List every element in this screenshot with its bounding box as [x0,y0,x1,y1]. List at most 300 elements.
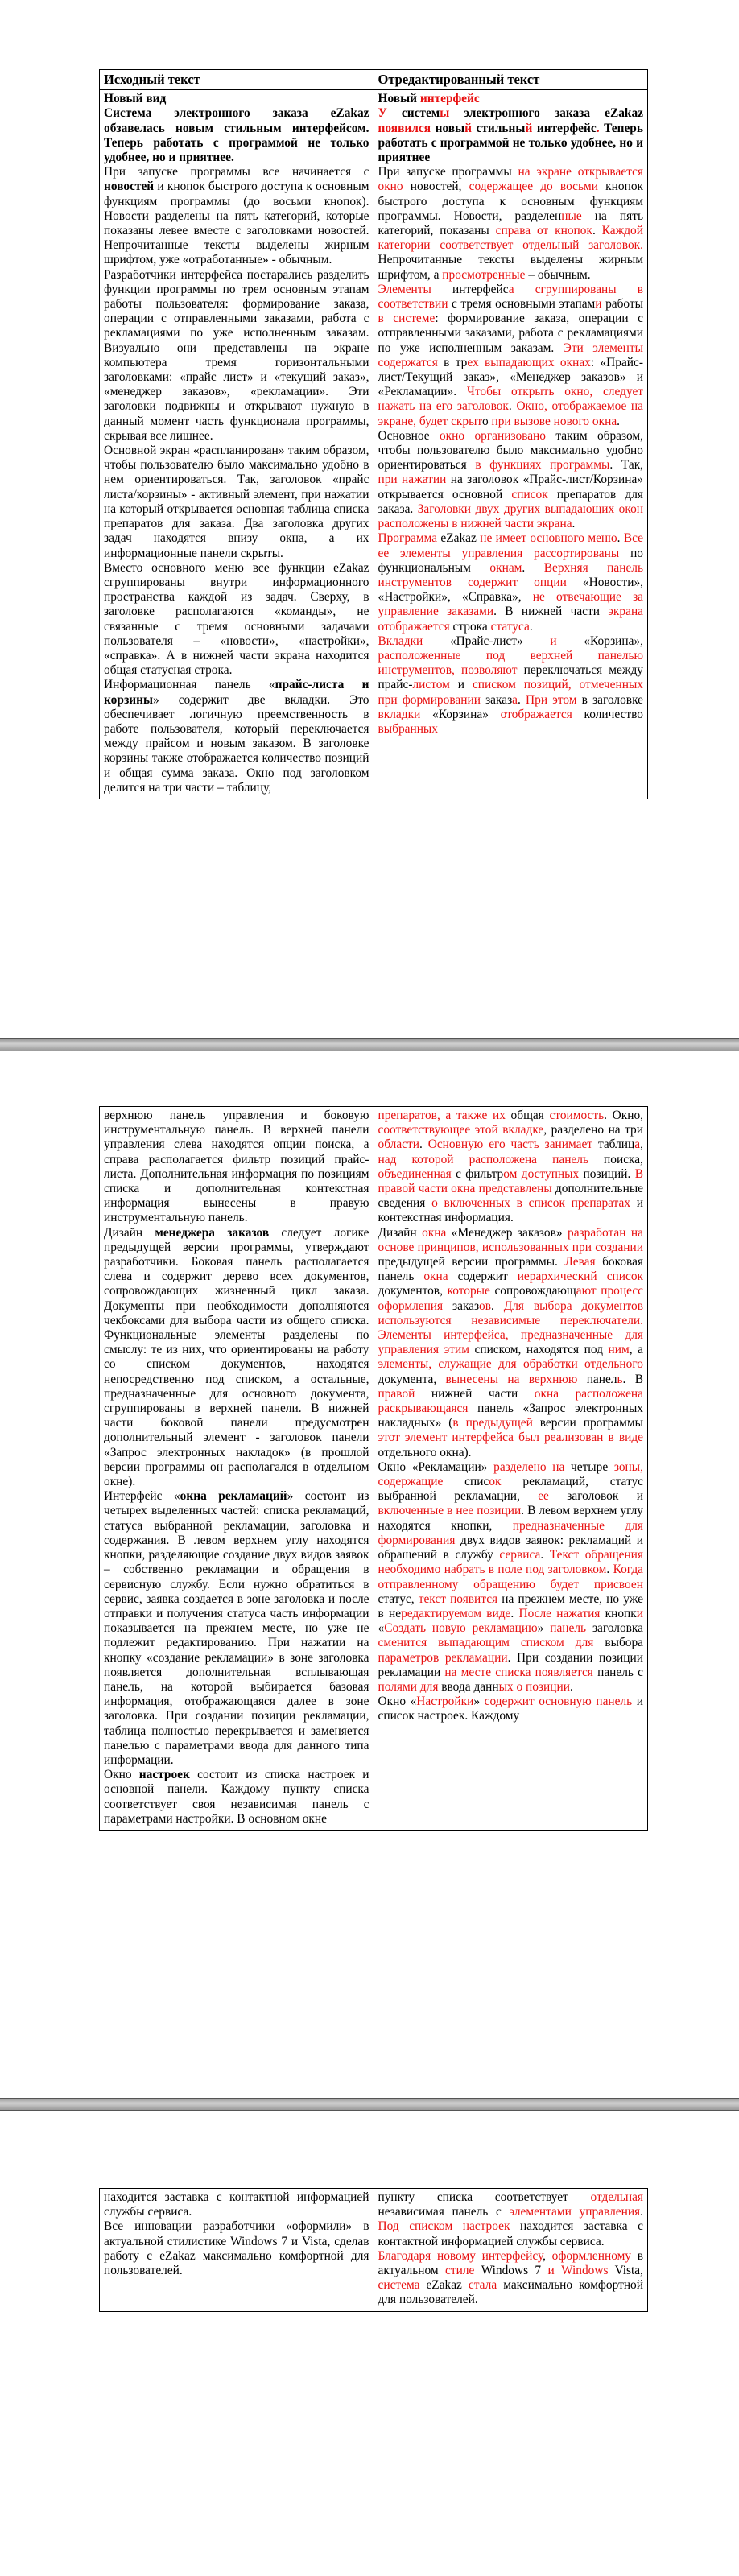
edited-fragment: сгруппированы в соответствии [378,282,643,312]
edited-fragment: и [547,2264,555,2278]
text-fragment: в актуальном [378,2248,643,2278]
text-fragment: и список настроек. Каждому [378,1695,643,1724]
text-fragment: . [510,1606,519,1620]
edited-fragment: окна [422,1225,447,1240]
edited-fragment: разделено на [493,1459,565,1474]
edited-fragment: предназначенные для формирования [378,1518,643,1547]
edited-fragment: панель [550,1621,587,1636]
text-fragment: Новый [378,92,420,106]
edited-fragment: й [464,121,472,135]
text-fragment: : «Прайс-лист/Текущий заказ», «Менеджер заказов» и «Рекламации». [378,355,643,399]
text-fragment: «Прайс-лист» [423,634,551,648]
edited-fragment: интерфейс [419,92,480,106]
text-fragment: . [617,414,621,428]
edited-fragment: в системе [378,312,436,326]
text-fragment: следует логике предыдущей версии программы, утверждают разработчики. Боковая панель располагается слева и содержит дерево всех документов, сопровождающих жизненный цикл заказа. Документы при необходимости дополняются чекбоксами для выбора части из общего списка. Функциональные элементы разделены по смыслу: те из них, что ориентированы на работу со списком документов, находятся непосредственно под списком, а остальные, предназначенные для основного документа, сгруппированы в верхней панели. В нижней части боковой панели предусмотрен дополнительный элемент - заголовок панели «Запрос электронных накладок» (в прошлой версии программы он располагался в отдельном окне). [104,1225,370,1489]
text-fragment: . [490,1298,504,1313]
edited-fragment: до восьми [540,180,598,194]
edited-fragment: о включенных в список препаратах [431,1196,631,1211]
edited-fragment: при вызове нового окна [491,414,617,428]
text-fragment: Вместо основного меню все функции eZakaz сгруппированы внутри информационного пространства каждой из задач. Сверху, в заголовке располагаются «команды», не связанные с тремя основными задачами пользователя – «новости», «настройки», «справка». А в нижней части экрана находится общая статусная строка. [104,560,370,678]
edited-fragment: окна расположена раскрывающаяся [378,1386,643,1416]
text-fragment: находится заставка с контактной информацией службы сервиса. [378,2219,643,2248]
text-fragment [476,2249,482,2263]
edited-fragment: не отвечающие за управление заказами [378,590,643,619]
paragraph [378,106,644,165]
edited-fragment: отправленному обращению будет присвоен [378,1577,643,1591]
text-fragment: независимая панель с [378,2205,510,2219]
edited-fragment: список [606,1269,643,1284]
text-fragment: При запуске программы [378,165,518,180]
text-fragment: в тр [437,355,468,369]
text-fragment: сопровождающ [489,1284,576,1298]
text-fragment: в заголовке [576,692,643,707]
text-fragment: eZakaz [419,2278,469,2293]
text-fragment: При запуске программы все начинается с [104,165,370,180]
edited-fragment: списком позиций, отмеченных при формировании [378,678,643,707]
paragraph [378,634,644,737]
edited-fragment: стоимость [549,1108,605,1122]
edited-fragment: зоны, содержащие [378,1459,643,1489]
text-fragment: окна рекламаций [180,1489,287,1504]
text-fragment: , [543,2248,552,2263]
text-fragment: Основное [378,428,440,443]
paragraph [104,106,370,165]
text-fragment: выбора [593,1636,643,1650]
paragraph [378,531,644,634]
edited-fragment: вынесены на верхнюю [445,1372,578,1386]
edited-fragment: а [508,282,514,296]
text-fragment [555,2264,561,2277]
text-fragment: . [518,692,526,707]
text-fragment: » состоит из четырех выделенных частей: списка рекламаций, статуса выбранной рекламации, заголовка и содержания. В левом верхнем углу находятся кнопки, разделяющие создание двух видов заявок – собственно рекламации и обращения в сервисную службу. Если нужно обратиться в сервис, заявка создается в зоне заголовка и после отправки и получения статуса часть информации показывается на прежнем месте, но уже не подлежит редактированию. При нажатии на кнопку «создание рекламации» в зоне заголовка появляется дополнительная всплывающая панель, на которой выбирается базовая информация, отображающаяся далее в зоне заголовка. При создании позиции рекламации, таблица полностью перекрывается и заменяется панелью с параметрами ввода для данного типа информации. [104,1489,370,1767]
text-fragment: переключаться между прайс- [378,663,643,692]
text-fragment: . [572,517,576,531]
text-fragment: . В [622,1372,643,1386]
edited-fragment: ов [479,1298,491,1313]
comparison-table-page-2 [99,1106,648,1831]
edited-fragment: редактируемом виде [401,1606,511,1620]
edited-fragment: й [525,121,533,135]
edited-fragment: стала [468,2278,497,2293]
page-3 [0,2111,739,2576]
edited-fragment: Все ее элементы управления рассортированы [378,531,643,560]
original-text-cell [100,1107,374,1831]
text-fragment: общая [505,1108,550,1122]
edited-fragment: представлены [478,1182,552,1196]
text-fragment: и [449,678,473,692]
edited-fragment: У [378,106,402,121]
text-fragment: рекламаций, статус выбранной рекламации, [378,1475,643,1504]
text-fragment: с фильтр [451,1166,504,1181]
edited-fragment: на месте списка [444,1665,531,1679]
edited-fragment: текст появится [418,1591,498,1606]
edited-fragment: полями для [378,1679,439,1694]
edited-fragment: статуса [490,619,530,634]
text-fragment: электронного заказа eZakaz [449,106,643,121]
edited-fragment: экрана отображается [378,605,644,634]
edited-fragment: включенные в нее позиции [378,1504,522,1518]
edited-fragment: сервиса [499,1548,541,1563]
page-1-sheet [99,69,648,799]
text-fragment [466,1621,473,1635]
edited-fragment: правой [378,1386,415,1401]
text-fragment: с тремя основными этапам [448,297,596,312]
text-fragment: . [529,619,533,634]
page-3-sheet [99,2188,648,2312]
text-fragment: количество [572,707,643,721]
text-fragment: настроек [138,1768,190,1782]
header-original: Исходный текст [100,70,374,90]
edited-fragment: ают [576,1284,597,1298]
edited-fragment: листом [412,678,450,692]
edited-fragment: препаратов, а также их [378,1108,506,1122]
text-fragment: » [537,1621,551,1636]
edited-fragment: Заголовки двух других выпадающих окон расположены в нижней части экрана [378,502,644,531]
edited-fragment: После нажатия [518,1606,601,1620]
edited-fragment: и [595,297,602,312]
edited-fragment: стиле [445,2264,475,2278]
edited-fragment: в предыдущей [452,1416,533,1430]
edited-fragment: части [418,1182,448,1196]
text-fragment: версии программы [532,1416,643,1430]
edited-fragment: Вкладки [378,634,423,648]
text-fragment: Окно [104,1768,139,1782]
text-fragment [514,283,535,296]
text-fragment: на пять категорий, показаны [378,208,643,238]
edited-fragment: . [596,121,600,135]
text-fragment: Vista, [608,2264,643,2278]
text-fragment: на заголовок «Прайс-лист/Корзина» открывается основной [378,473,643,502]
edited-fragment: ее [538,1489,549,1504]
text-fragment: Интерфейс « [104,1489,180,1504]
edited-fragment: области [378,1137,419,1152]
text-fragment: eZakaz [437,531,481,546]
edited-fragment: элементы, служащие для обработки отдельного [378,1357,643,1372]
edited-fragment: рекламацию [472,1621,538,1636]
edited-fragment: При этом [526,692,577,707]
text-fragment: . При создании позиции рекламации [378,1650,643,1679]
edited-fragment: Элементы интерфейса, предназначенные для управления этим [378,1328,643,1357]
text-fragment: спис [443,1475,489,1489]
paragraph [378,283,644,429]
text-fragment: : формирование заказа, операции с отправленными заказами, работа с рекламациями по уже исполненным заказам. [378,312,643,355]
text-fragment: работы [601,297,643,312]
edited-fragment: и [550,634,557,648]
text-fragment: списком, находятся под [469,1343,609,1357]
edited-fragment: Благодаря [378,2248,431,2263]
edited-fragment: объединенная [378,1166,452,1181]
edited-fragment: соответствующее этой вкладке [378,1123,544,1137]
text-fragment: ввода данн [438,1679,499,1694]
text-fragment: пункту списка соответствует [378,2190,591,2204]
edited-text-cell [374,1107,648,1831]
text-fragment: находится заставка с контактной информацией службы сервиса. [104,2190,370,2219]
edited-fragment: ом доступных [503,1166,580,1181]
text-fragment: «Корзина», [556,634,643,648]
text-fragment: интерфейс [532,121,597,135]
text-fragment: . [592,224,602,238]
text-fragment: и кнопок быстрого доступа к основным функциям программы (до восьми кнопок). Новости разделены на пять категорий, которые показаны левее вместе с заголовками новостей. Непрочитанные тексты выделены жирным шрифтом, уже «отработанные» - обычным. [104,180,370,267]
text-fragment: . [606,1563,613,1577]
text-fragment: и контекстная информация. [378,1196,644,1225]
edited-fragment: Окно, отображаемое на экране, будет скрыт [378,399,644,428]
text-fragment: панель «Запрос электронных накладных» ( [378,1402,643,1430]
text-fragment [533,180,540,193]
edited-fragment: новому [436,2248,476,2263]
text-fragment: документов, [378,1284,448,1298]
edited-fragment: ним [608,1343,630,1357]
text-fragment: новостей, [403,180,469,194]
edited-fragment: вкладки [378,707,421,721]
text-fragment: Непрочитанные тексты выделены жирным шрифтом, а [378,253,643,282]
edited-fragment: появляется [535,1665,593,1679]
text-fragment: содержит [448,1269,518,1284]
text-fragment: . В нижней части [493,605,609,619]
edited-fragment: ь [617,1372,623,1386]
text-fragment: кнопок быстрого доступа к основным функциям программы. Новости, разделен [378,180,643,223]
paragraph [378,1460,644,1695]
edited-fragment: содержит основную панель [484,1695,633,1709]
content-row [100,1107,648,1831]
text-fragment: заголовка [586,1621,643,1636]
edited-fragment: Чтобы открыть окно, следует нажать на его заголовок [378,385,643,414]
text-fragment: «Корзина» [420,707,501,721]
text-fragment: заказ [443,1298,480,1313]
header-row [100,70,648,90]
paragraph [378,2249,644,2308]
edited-fragment: содержащее [469,180,534,194]
text-fragment: верхнюю панель управления и боковую инструментальную панель. В верхней панели управления слева находятся опции поиска, а справа располагается фильтр позиций прайс-листа. Дополнительная информация по позициям списка и дополнительная контекстная информация вынесены в правую инструментальную панель. [104,1108,370,1225]
paragraph [378,429,644,531]
edited-fragment: ок [489,1475,502,1489]
text-fragment: статус, [378,1591,419,1606]
edited-fragment: а [634,1137,641,1152]
text-fragment: дополнительные сведения [378,1182,643,1211]
edited-fragment: Текст обращения необходимо набрать в поле под заголовком [378,1548,643,1577]
text-fragment: состоит из списка настроек и основной панели. Каждому пункту списка соответствует своя независимая панель с параметрами настройки. В основном окне [104,1768,370,1826]
text-fragment: по функциональным [378,546,643,575]
text-fragment: . Так, [609,458,644,473]
page-1 [0,0,739,1038]
text-fragment: Windows 7 [474,2264,548,2278]
paragraph [378,1695,644,1724]
text-fragment: таким образом, чтобы пользователю было максимально удобно ориентироваться [378,428,643,473]
text-fragment: препаратов для заказа. [378,487,643,516]
edited-fragment: расположенные под верхней панелью инструментов, позволяют [378,648,643,678]
text-fragment: предыдущей версии программы. [378,1255,565,1269]
text-fragment: , разделено на три [543,1123,643,1137]
paragraph [378,165,644,283]
edited-fragment: над которой расположена [378,1152,538,1166]
edited-fragment: Основную его часть занимает [427,1137,593,1152]
paragraph [104,92,370,106]
paragraph [104,1489,370,1768]
text-fragment: , [640,1137,643,1152]
edited-fragment: выбранных [378,721,438,736]
text-fragment: . [640,2205,643,2219]
text-fragment: . [508,399,517,414]
text-fragment: . [522,560,544,575]
edited-fragment: Эти элементы содержатся [378,341,643,369]
text-fragment: Основной экран «распланирован» таким образом, чтобы пользователю было максимально удобно в нем ориентироваться. Так, заголовок «прайс листа/корзины» - активный элемент, при нажатии на который открывается основная таблица списка препаратов для заказа. Два заголовка других задач находятся внизу окна, а их информационные панели скрыты. [104,444,370,560]
edited-fragment: просмотренные [442,267,526,282]
edited-fragment: и [636,1606,643,1620]
text-fragment: Информационная панель « [104,678,275,692]
paragraph [104,2219,370,2278]
edited-fragment: на экране открывается окно [378,165,643,194]
text-fragment: интерфейс [431,282,509,296]
text-fragment: отдельного окна). [378,1445,472,1459]
edited-fragment: Создать новую [384,1621,466,1636]
text-fragment: систем [401,106,440,121]
text-fragment: Дизайн [104,1225,155,1240]
paragraph [104,561,370,679]
text-fragment: Окно «Рекламации» [378,1459,494,1474]
paragraph [378,1108,644,1226]
edited-fragment: не имеет основного меню [480,531,617,546]
edited-fragment: параметров рекламации [378,1650,508,1665]
edited-fragment: при нажатии [378,473,447,487]
edited-fragment: Для выбора документов используются независимые переключатели. [378,1298,644,1327]
text-fragment: максимально комфортной для пользователей. [378,2278,643,2307]
text-fragment: стильны [471,121,526,135]
text-fragment: « [378,1621,385,1636]
edited-fragment: в функциях программы [475,458,610,473]
paragraph [104,1108,370,1226]
edited-fragment: список [511,487,548,502]
edited-fragment: оформленному [551,2248,632,2263]
text-fragment: «Новости», «Настройки», «Справка», [378,575,643,605]
edited-fragment: иерархический [517,1269,597,1284]
edited-fragment: элементами управления [509,2205,641,2219]
paragraph [104,2190,370,2219]
paragraph [104,1768,370,1827]
paragraph [378,92,644,106]
edited-fragment: Каждой категории соответствует отдельный заголовок. [378,224,643,253]
edited-fragment: отдельная [590,2190,643,2204]
text-fragment: кнопк [600,1606,637,1620]
text-fragment: менеджера заказов [155,1225,270,1240]
page-separator-2 [0,2098,739,2111]
edited-fragment: ых о позиции [498,1679,570,1694]
edited-fragment: Программа [378,531,438,546]
paragraph [104,678,370,795]
edited-fragment: Windows [561,2264,609,2278]
page-2 [0,1051,739,2098]
text-fragment: . [540,1548,550,1563]
edited-fragment: появился [378,121,431,135]
comparison-table-page-3 [99,2188,648,2312]
edited-fragment: отображается [500,707,572,721]
text-fragment: » [473,1695,485,1709]
edited-fragment: разработан на основе принципов, использованных при создании [378,1225,643,1254]
edited-fragment: ные [561,208,582,223]
edited-fragment: этот элемент интерфейса был реализован в виде [378,1430,643,1445]
paragraph [104,1226,370,1490]
text-fragment [431,2249,437,2263]
text-fragment: Разработчики интерфейса постарались разделить функции программы по трем основным этапам работы пользователя: формирование заказа, операции с отправленными заказами, работа с рекламациями по уже исполненным заказам. Визуально они представлены на экране компьютера тремя горизонтальными заголовками: «прайс лист» и «текущий заказ», «менеджер заказов», «рекламации». Эти заголовки подвижны и открывают нужную в данный момент часть функционала программы, скрывая все лишнее. [104,267,370,443]
paragraph [378,1226,644,1460]
edited-fragment: В правой [378,1166,643,1196]
text-fragment: «Менеджер заказов» [446,1225,568,1240]
edited-fragment: окна [423,1269,448,1284]
text-fragment: таблиц [592,1137,635,1152]
edited-fragment: процесс оформления [378,1284,643,1313]
paragraph [104,268,370,444]
text-fragment: Теперь работать с программой не только удобнее, но и приятнее [378,121,643,165]
original-text-cell [100,2189,374,2312]
text-fragment: , а [629,1343,643,1357]
paragraph [378,2190,644,2249]
paragraph [104,444,370,561]
text-fragment: строка [449,619,491,634]
edited-fragment: система [378,2278,420,2293]
text-fragment: новы [431,121,465,135]
edited-fragment: ех выпадающих окнах [467,355,591,369]
edited-fragment: ы [440,106,450,121]
edited-fragment: настроек [462,2219,510,2234]
text-fragment: о [481,414,492,428]
edited-fragment: Верхняя панель инструментов содержит опции [378,560,643,589]
header-edited: Отредактированный текст [374,70,648,90]
text-fragment: четыре [564,1459,614,1474]
edited-fragment: сменится выпадающим списком для [378,1636,594,1650]
edited-fragment: панель [552,1152,588,1166]
edited-fragment: интерфейсу [481,2248,543,2263]
text-fragment: Все инновации разработчики «оформили» в актуальной стилистике Windows 7 и Vista, сделав работу с eZakaz максимально комфортной для пользователей. [104,2219,370,2278]
text-fragment: поиска, [588,1152,643,1166]
text-fragment: нижней части [415,1386,535,1401]
text-fragment [537,1153,552,1166]
text-fragment: позиций. [579,1166,635,1181]
content-row [100,2189,648,2312]
text-fragment: панел [577,1372,617,1386]
edited-text-cell [374,90,648,799]
text-fragment: . Окно, [604,1108,643,1122]
page-separator-1 [0,1038,739,1051]
comparison-table-page-1 [99,69,648,799]
text-fragment: . [569,1679,573,1694]
text-fragment: боковая панель [378,1255,643,1284]
content-row [100,90,648,799]
text-fragment: панель с [592,1665,643,1679]
text-fragment: . [419,1137,428,1152]
edited-fragment: а [512,692,518,707]
text-fragment: прайс-листа и корзины [104,678,370,707]
text-fragment: заголовок и [548,1489,643,1504]
paragraph [104,165,370,267]
text-fragment [452,2219,463,2233]
text-fragment: документа, [378,1372,446,1386]
edited-fragment: Под списком [378,2219,453,2234]
text-fragment: – обычным. [525,267,591,282]
text-fragment: на прежнем месте, но уже в не [378,1591,643,1620]
text-fragment: Система электронного заказа eZakaz обзавелась новым стильным интерфейсом. Теперь работать с программой не только удобнее, но и приятнее. [104,106,370,165]
edited-text-cell [374,2189,648,2312]
text-fragment: двух видов заявок: рекламаций и обращений в службу [378,1533,643,1563]
text-fragment: заказ [480,692,513,707]
text-fragment: новостей [104,180,155,194]
edited-fragment: которые [447,1284,490,1298]
text-fragment: Окно « [378,1695,417,1709]
edited-fragment: окнам [489,560,522,575]
edited-fragment: справа от кнопок [495,224,592,238]
text-fragment [597,1269,607,1283]
edited-fragment: Левая [564,1255,596,1269]
text-fragment: Дизайн [378,1225,423,1240]
edited-fragment: Элементы [378,282,431,296]
